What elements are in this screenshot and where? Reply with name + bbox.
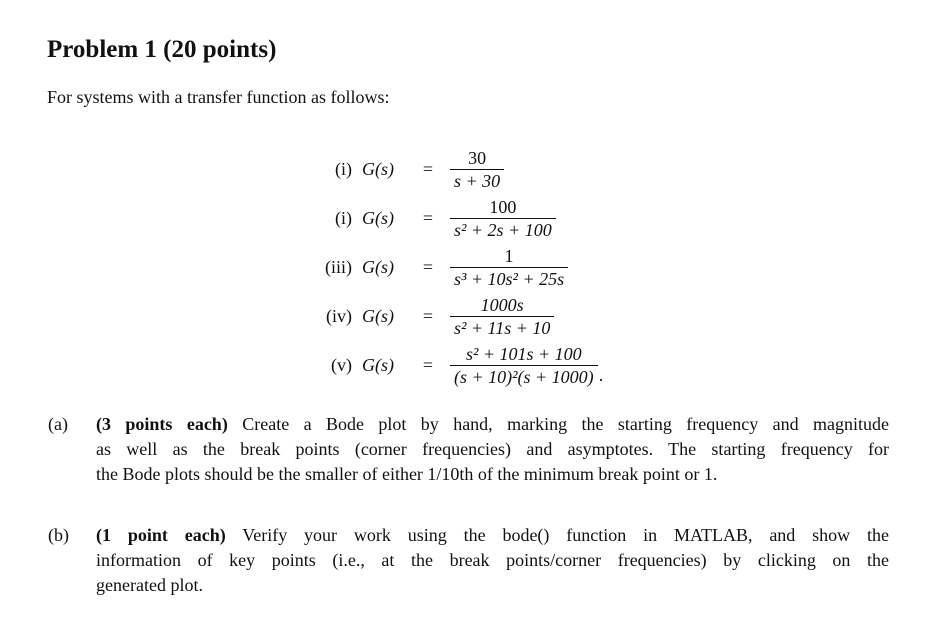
equals-sign: = <box>422 158 434 179</box>
part-label: (b) <box>48 525 69 545</box>
fraction <box>450 147 504 192</box>
part-text-line: as well as the break points (corner frequencies) and asymptotes. The starting frequency for <box>96 439 889 459</box>
points-label: (1 point each) <box>96 525 226 545</box>
part-text-line <box>96 523 889 547</box>
fraction <box>450 294 554 339</box>
equation-label: (v) <box>331 354 352 375</box>
equation-period: . <box>598 365 604 385</box>
denominator: s² + 2s + 100 <box>450 218 556 241</box>
denominator: s² + 11s + 10 <box>450 316 554 339</box>
equation-row <box>290 195 557 241</box>
equation-label: (iv) <box>326 305 352 326</box>
points-label: (3 points each) <box>96 414 228 434</box>
text: Create a Bode plot by hand, marking the starting frequency and magnitude <box>227 414 889 434</box>
fraction <box>450 245 568 290</box>
equation-lhs: G(s) <box>362 207 394 228</box>
numerator: 30 <box>468 147 487 168</box>
equation-label: (i) <box>335 158 352 179</box>
equation-lhs: G(s) <box>362 354 394 375</box>
equals-sign: = <box>422 207 434 228</box>
text: Verify your work using the bode() function in MATLAB, and show the <box>225 525 890 545</box>
part-text-line: the Bode plots should be the smaller of either 1/10th of the minimum break point or 1. <box>96 464 718 484</box>
equation-row <box>290 293 555 339</box>
intro-text: For systems with a transfer function as follows: <box>47 87 390 107</box>
numerator: 100 <box>489 196 517 217</box>
equation-row <box>290 146 505 192</box>
denominator: s³ + 10s² + 25s <box>450 267 568 290</box>
equation-lhs: G(s) <box>362 158 394 179</box>
problem-title: Problem 1 (20 points) <box>47 36 277 63</box>
equals-sign: = <box>422 256 434 277</box>
numerator: 1000s <box>480 294 524 315</box>
equation-lhs: G(s) <box>362 256 394 277</box>
part-text-line <box>96 412 889 436</box>
equation-row <box>290 342 603 388</box>
numerator: 1 <box>504 245 514 266</box>
part-text-line: generated plot. <box>96 575 203 595</box>
fraction <box>450 343 598 388</box>
equals-sign: = <box>422 354 434 375</box>
denominator: s + 30 <box>450 169 504 192</box>
equation-row <box>290 244 569 290</box>
equation-label: (i) <box>335 207 352 228</box>
equals-sign: = <box>422 305 434 326</box>
part-label: (a) <box>48 414 68 434</box>
fraction <box>450 196 556 241</box>
equation-lhs: G(s) <box>362 305 394 326</box>
denominator: (s + 10)²(s + 1000) <box>450 365 598 388</box>
part-text-line: information of key points (i.e., at the break points/corner frequencies) by clicking on the <box>96 550 889 570</box>
equation-label: (iii) <box>325 256 352 277</box>
numerator: s² + 101s + 100 <box>465 343 582 364</box>
